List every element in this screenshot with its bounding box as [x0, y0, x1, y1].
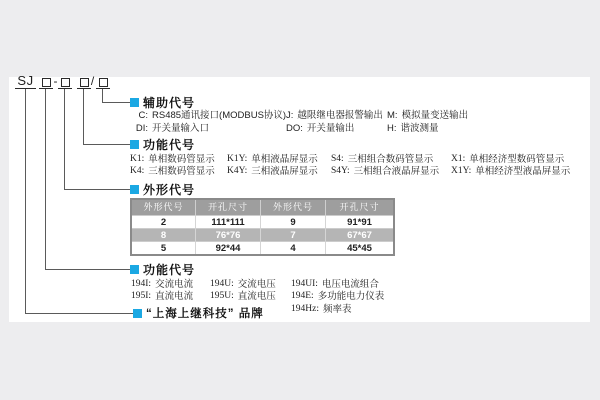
blue-square-icon — [130, 98, 139, 107]
aux-item-c — [131, 110, 286, 121]
function-desc-195u: 直流电压 — [237, 291, 276, 302]
display-code-k1: K1: — [130, 154, 145, 164]
connector-elbow-auxiliary — [102, 102, 130, 103]
display-desc-k1: 单相数码管显示 — [148, 154, 215, 165]
section-title-display: 功能代号 — [143, 138, 196, 152]
table-cell: 9 — [261, 215, 326, 228]
table-cell: 5 — [132, 241, 196, 254]
placeholder-box-icon — [42, 78, 51, 87]
model-slash: / — [90, 74, 95, 88]
aux-item-h — [387, 123, 439, 134]
function-item-194ui — [291, 279, 379, 290]
aux-desc-h: 谐波测量 — [400, 123, 439, 134]
aux-desc-do: 开关量输出 — [306, 123, 355, 134]
aux-code-h: H: — [387, 123, 397, 134]
table-cell-highlighted: 67*67 — [326, 228, 393, 241]
function-item-195i — [131, 291, 193, 302]
placeholder-box-icon — [61, 78, 70, 87]
aux-item-m — [387, 110, 468, 121]
table-header-hole-size-1: 开孔尺寸 — [196, 200, 261, 215]
model-dash: - — [53, 74, 58, 88]
function-code-195u: 195U: — [210, 291, 234, 301]
function-item-194e — [291, 291, 384, 302]
table-cell: 4 — [261, 241, 326, 254]
display-code-k4y: K4Y: — [227, 166, 248, 176]
model-prefix-group — [15, 74, 36, 89]
aux-code-di: DI: — [135, 123, 148, 134]
function-code-194u: 194U: — [210, 279, 234, 289]
aux-code-j: J: — [286, 110, 294, 121]
display-item-x1y — [451, 166, 570, 177]
connector-elbow-display — [83, 144, 130, 145]
aux-item-do — [286, 123, 354, 134]
display-code-k1y: K1Y: — [227, 154, 248, 164]
placeholder-box-icon — [99, 78, 108, 87]
model-prefix: SJ — [17, 73, 34, 88]
display-desc-k1y: 单相液晶屏显示 — [251, 154, 318, 165]
aux-desc-di: 开关量输入口 — [152, 123, 210, 134]
function-code-194i: 194I: — [131, 279, 152, 289]
table-cell-highlighted: 76*76 — [196, 228, 261, 241]
table-header-hole-size-2: 开孔尺寸 — [326, 200, 393, 215]
aux-desc-j: 越限继电器报警输出 — [297, 110, 383, 121]
aux-code-m: M: — [387, 110, 398, 121]
table-header-shape-code-2: 外形代号 — [261, 200, 326, 215]
display-item-s4y — [331, 166, 439, 177]
table-cell-highlighted: 8 — [132, 228, 196, 241]
model-box4-group — [96, 74, 110, 89]
aux-desc-m: 模拟量变送输出 — [401, 110, 469, 121]
display-desc-s4: 三相组合数码管显示 — [347, 154, 434, 165]
model-box2-group — [58, 74, 72, 89]
connector-line-function — [45, 89, 46, 270]
aux-item-di — [131, 123, 209, 134]
connector-line-shape — [64, 89, 65, 190]
table-cell: 2 — [132, 215, 196, 228]
function-item-194u — [210, 279, 276, 290]
connector-elbow-function — [45, 269, 130, 270]
blue-square-icon — [130, 140, 139, 149]
connector-line-display — [83, 89, 84, 145]
aux-code-do: DO: — [286, 123, 303, 134]
function-desc-194i: 交流电流 — [155, 279, 194, 290]
display-item-k4 — [130, 166, 215, 177]
section-title-shape: 外形代号 — [143, 183, 196, 197]
display-item-k1 — [130, 154, 215, 165]
table-cell: 91*91 — [326, 215, 393, 228]
table-cell: 111*111 — [196, 215, 261, 228]
connector-line-brand — [25, 89, 26, 314]
connector-elbow-shape — [64, 189, 130, 190]
shape-code-table — [130, 198, 395, 256]
table-cell: 92*44 — [196, 241, 261, 254]
function-code-194ui: 194UI: — [291, 279, 318, 289]
function-item-194hz — [291, 304, 351, 315]
display-code-s4y: S4Y: — [331, 166, 350, 176]
function-desc-194hz: 频率表 — [322, 304, 352, 315]
display-desc-k4: 三相数码管显示 — [148, 166, 215, 177]
display-code-s4: S4: — [331, 154, 344, 164]
blue-square-icon — [133, 309, 142, 318]
function-desc-194ui: 电压电流组合 — [321, 279, 379, 290]
display-desc-k4y: 三相液晶屏显示 — [251, 166, 318, 177]
function-desc-194u: 交流电压 — [237, 279, 276, 290]
connector-line-auxiliary — [102, 89, 103, 103]
aux-code-c: C: — [138, 110, 148, 121]
display-item-x1 — [451, 154, 564, 165]
blue-square-icon — [130, 265, 139, 274]
display-code-x1: X1: — [451, 154, 466, 164]
aux-item-j — [286, 110, 383, 121]
section-title-function: 功能代号 — [143, 263, 196, 277]
function-desc-194e: 多功能电力仪表 — [317, 291, 385, 302]
blue-square-icon — [130, 185, 139, 194]
function-code-195i: 195I: — [131, 291, 152, 301]
function-item-194i — [131, 279, 193, 290]
display-desc-s4y: 三相组合液晶屏显示 — [353, 166, 440, 177]
display-code-k4: K4: — [130, 166, 145, 176]
display-item-k4y — [227, 166, 318, 177]
aux-desc-c: RS485通讯接口(MODBUS协议) — [152, 110, 287, 121]
display-desc-x1y: 单相经济型液晶屏显示 — [475, 166, 571, 177]
function-code-194e: 194E: — [291, 291, 314, 301]
section-title-auxiliary: 辅助代号 — [143, 96, 196, 110]
table-header-shape-code-1: 外形代号 — [132, 200, 196, 215]
display-code-x1y: X1Y: — [451, 166, 472, 176]
table-cell: 45*45 — [326, 241, 393, 254]
display-item-k1y — [227, 154, 318, 165]
connector-elbow-brand — [25, 313, 133, 314]
function-item-195u — [210, 291, 276, 302]
display-desc-x1: 单相经济型数码管显示 — [469, 154, 565, 165]
display-item-s4 — [331, 154, 433, 165]
brand-label: “上海上继科技” 品牌 — [146, 308, 264, 320]
function-code-194hz: 194Hz: — [291, 304, 319, 314]
table-cell-highlighted: 7 — [261, 228, 326, 241]
function-desc-195i: 直流电流 — [155, 291, 194, 302]
